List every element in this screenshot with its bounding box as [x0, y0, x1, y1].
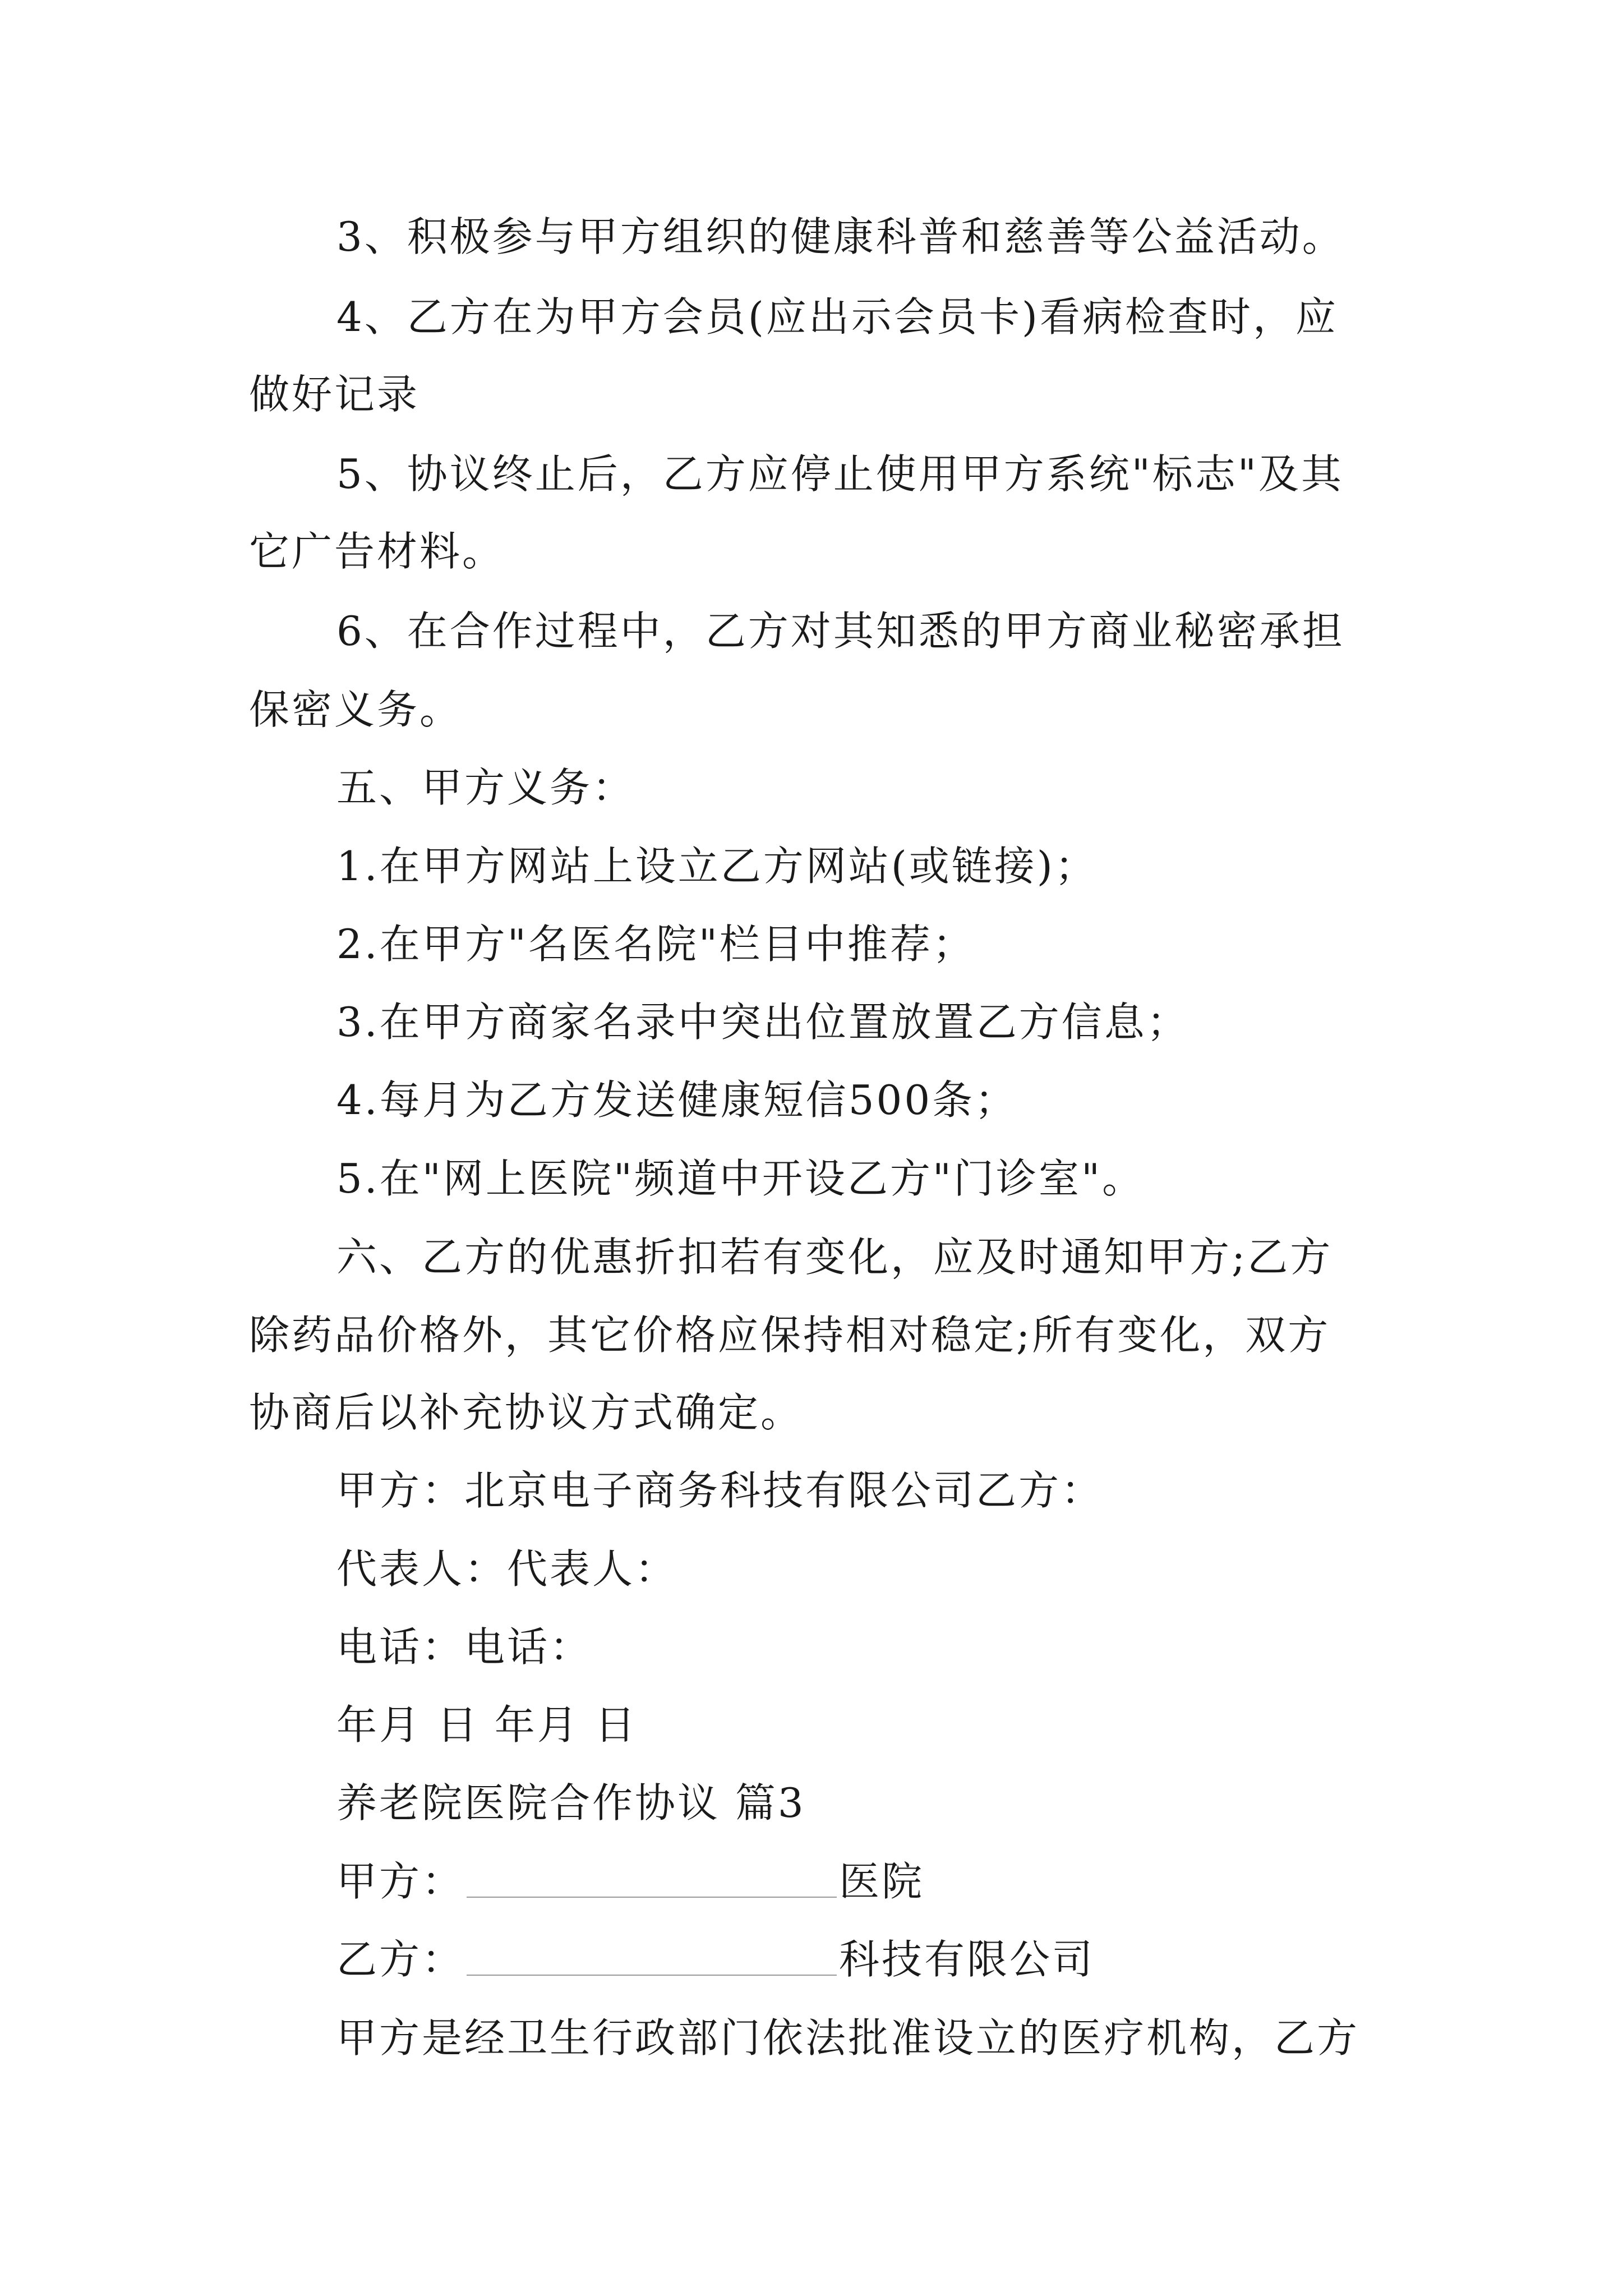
text-line: 4、乙方在为甲方会员(应出示会员卡)看病检查时，应 [336, 293, 1338, 341]
text-line: 保密义务。 [249, 686, 463, 733]
party-a-suffix: 医院 [839, 1858, 925, 1905]
text-line: 3、积极参与甲方组织的健康科普和慈善等公益活动。 [336, 213, 1345, 260]
party-a-label: 甲方： [336, 1858, 465, 1905]
text-line: 除药品价格外，其它价格应保持相对稳定;所有变化，双方 [249, 1312, 1331, 1359]
party-a-line [336, 1853, 924, 1910]
list-item: 2.在甲方"名医名院"栏目中推荐； [336, 921, 975, 968]
party-b-suffix: 科技有限公司 [839, 1936, 1095, 1983]
text-line: 甲方是经卫生行政部门依法批准设立的医疗机构，乙方 [336, 2014, 1360, 2062]
party-b-blank [467, 1941, 837, 1976]
text-line: 做好记录 [249, 371, 420, 418]
text-line: 它广告材料。 [249, 528, 505, 575]
text-line: 6、在合作过程中，乙方对其知悉的甲方商业秘密承担 [336, 608, 1345, 655]
document-title: 养老院医院合作协议 篇3 [336, 1779, 806, 1826]
signature-line: 电话：电话： [336, 1623, 593, 1671]
date-line: 年月 日 年月 日 [336, 1701, 638, 1749]
text-line: 协商后以补充协议方式确定。 [249, 1389, 804, 1436]
list-item: 1.在甲方网站上设立乙方网站(或链接)； [336, 843, 1098, 890]
section-heading: 五、甲方义务： [336, 764, 635, 811]
list-item: 3.在甲方商家名录中突出位置放置乙方信息； [336, 999, 1189, 1046]
signature-line: 甲方：北京电子商务科技有限公司乙方： [336, 1467, 1104, 1514]
text-line: 5、协议终止后，乙方应停止使用甲方系统"标志"及其 [336, 450, 1344, 498]
party-b-label: 乙方： [336, 1936, 465, 1983]
text-line: 六、乙方的优惠折扣若有变化，应及时通知甲方;乙方 [336, 1234, 1333, 1281]
list-item: 4.每月为乙方发送健康短信500条； [336, 1076, 1018, 1124]
party-a-blank [467, 1863, 837, 1898]
list-item: 5.在"网上医院"频道中开设乙方"门诊室"。 [336, 1155, 1145, 1202]
party-b-line [336, 1931, 1095, 1987]
signature-line: 代表人：代表人： [336, 1545, 678, 1593]
